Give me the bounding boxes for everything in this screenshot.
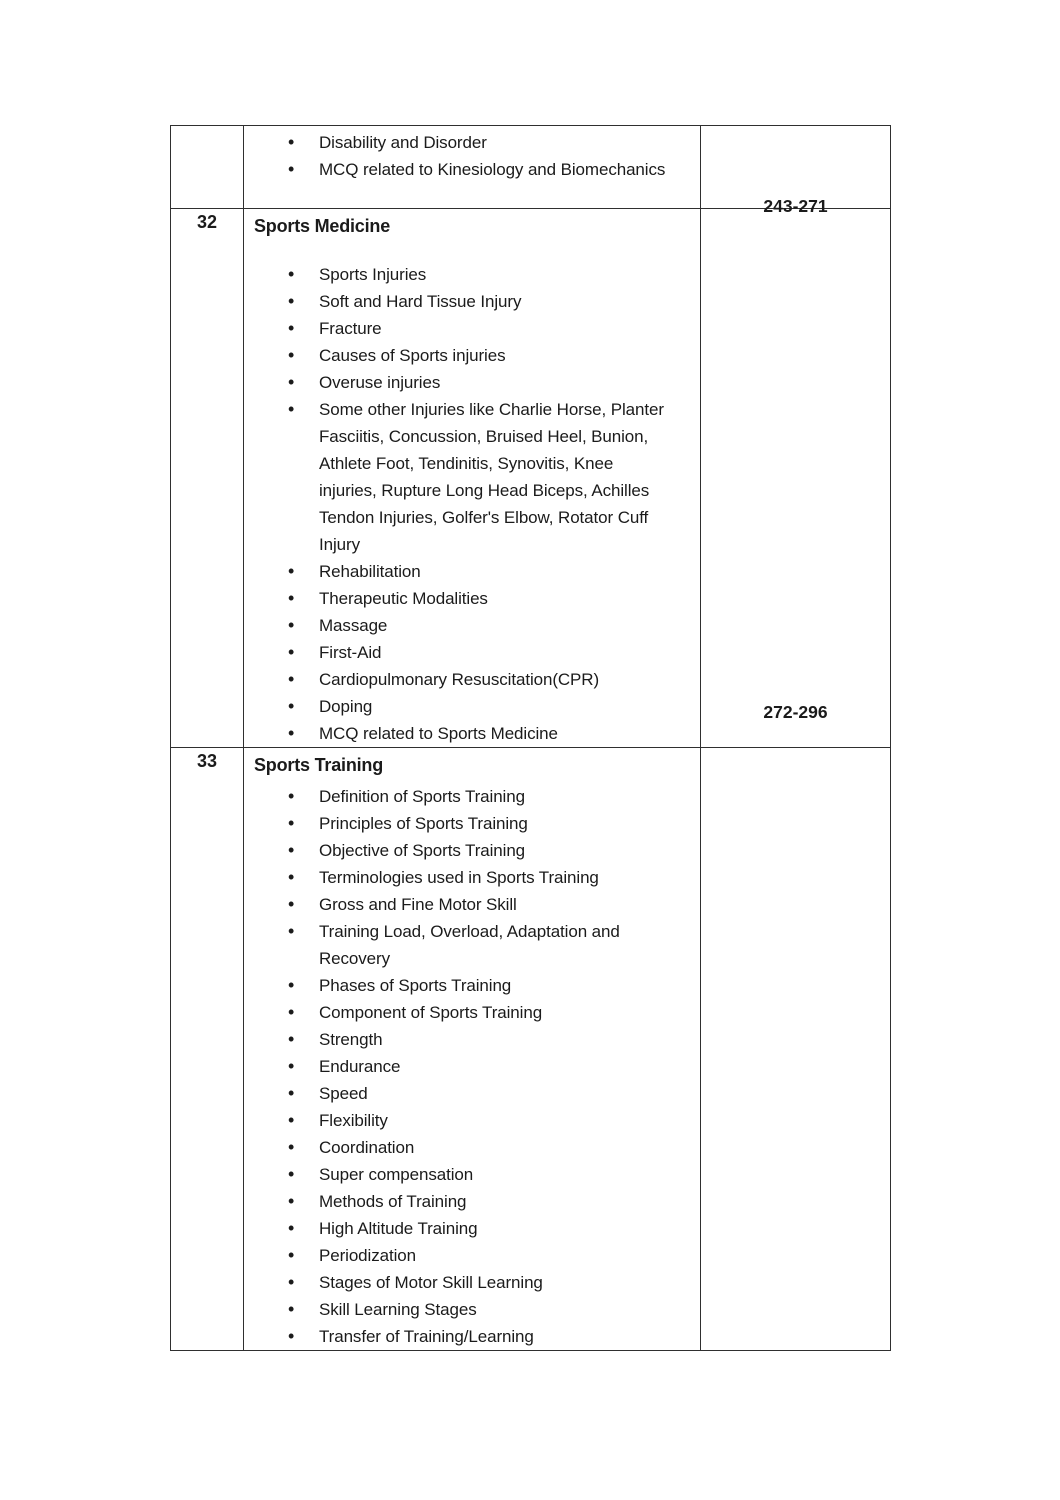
bullet-icon: • — [288, 291, 295, 311]
bullet-item — [244, 558, 700, 585]
bullet-icon: • — [288, 1137, 295, 1157]
bullet-item-label: Definition of Sports Training — [319, 787, 525, 806]
bullet-item — [244, 1134, 700, 1161]
bullet-item-label: MCQ related to Kinesiology and Biomechanics — [319, 160, 666, 179]
bullet-icon: • — [288, 1056, 295, 1076]
bullet-icon: • — [288, 1110, 295, 1130]
bullet-item-label: Super compensation — [319, 1165, 474, 1184]
bullet-item — [244, 837, 700, 864]
syllabus-table — [170, 125, 891, 1351]
bullet-item — [244, 972, 700, 999]
unit-title: Sports Medicine — [254, 216, 391, 236]
unit-number-cell — [171, 126, 244, 209]
bullet-icon: • — [288, 921, 295, 941]
bullet-icon: • — [288, 642, 295, 662]
bullet-item — [244, 864, 700, 891]
bullet-item — [244, 666, 700, 693]
bullet-item-label: Some other Injuries like Charlie Horse, Planter Fasciitis, Concussion, Bruised Heel, Bunion, Athlete Foot, Tendinitis, Synovitis, Knee injuries, Rupture Long Head Biceps, Achilles Tendon Injuries, Golfer's Elbow, Rotator Cuff Injury — [319, 400, 664, 554]
bullet-item — [244, 369, 700, 396]
bullet-item-label: Principles of Sports Training — [319, 814, 528, 833]
bullet-item-label: Endurance — [319, 1057, 401, 1076]
bullet-item-label: Methods of Training — [319, 1192, 467, 1211]
bullet-icon: • — [288, 1083, 295, 1103]
topic-list — [244, 129, 700, 183]
bullet-icon: • — [288, 1029, 295, 1049]
bullet-item-label: Training Load, Overload, Adaptation and Recovery — [319, 922, 620, 968]
bullet-icon: • — [288, 696, 295, 716]
bullet-item-label: Soft and Hard Tissue Injury — [319, 292, 522, 311]
bullet-icon: • — [288, 813, 295, 833]
bullet-item-label: Terminologies used in Sports Training — [319, 868, 599, 887]
bullet-item — [244, 783, 700, 810]
unit-topics-cell — [244, 126, 701, 209]
bullet-item — [244, 1323, 700, 1350]
bullet-item-label: Disability and Disorder — [319, 133, 487, 152]
bullet-icon: • — [288, 615, 295, 635]
topic-list — [244, 783, 700, 1350]
bullet-icon: • — [288, 1002, 295, 1022]
page-range: 272-296 — [763, 702, 828, 722]
unit-number-cell: 33 — [171, 748, 244, 1351]
bullet-icon: • — [288, 894, 295, 914]
bullet-item — [244, 1080, 700, 1107]
bullet-item — [244, 1161, 700, 1188]
bullet-item-label: Strength — [319, 1030, 383, 1049]
bullet-item — [244, 1242, 700, 1269]
bullet-icon: • — [288, 561, 295, 581]
page-range-cell — [701, 702, 891, 1351]
bullet-item — [244, 1215, 700, 1242]
bullet-icon: • — [288, 588, 295, 608]
bullet-item-label: Component of Sports Training — [319, 1003, 543, 1022]
bullet-item — [244, 918, 700, 972]
bullet-icon: • — [288, 1191, 295, 1211]
bullet-item-label: Objective of Sports Training — [319, 841, 526, 860]
table-row-unit-33 — [171, 748, 891, 1351]
bullet-item-label: Coordination — [319, 1138, 415, 1157]
topic-list — [244, 261, 700, 747]
bullet-item — [244, 639, 700, 666]
bullet-item-label: Causes of Sports injuries — [319, 346, 506, 365]
bullet-icon: • — [288, 867, 295, 887]
bullet-icon: • — [288, 975, 295, 995]
bullet-item — [244, 396, 700, 558]
bullet-item-label: Overuse injuries — [319, 373, 441, 392]
bullet-item — [244, 810, 700, 837]
bullet-item — [244, 129, 700, 156]
bullet-item — [244, 288, 700, 315]
bullet-icon: • — [288, 1218, 295, 1238]
bullet-item — [244, 1296, 700, 1323]
bullet-item — [244, 612, 700, 639]
bullet-item — [244, 720, 700, 747]
bullet-icon: • — [288, 669, 295, 689]
bullet-icon: • — [288, 264, 295, 284]
bullet-item — [244, 891, 700, 918]
bullet-item — [244, 1026, 700, 1053]
bullet-item-label: Therapeutic Modalities — [319, 589, 488, 608]
bullet-item — [244, 1269, 700, 1296]
bullet-item — [244, 1188, 700, 1215]
bullet-item-label: Doping — [319, 697, 373, 716]
unit-topics-cell — [244, 748, 701, 1351]
bullet-icon: • — [288, 840, 295, 860]
bullet-item — [244, 261, 700, 288]
bullet-icon: • — [288, 399, 295, 419]
bullet-item — [244, 585, 700, 612]
bullet-item-label: Flexibility — [319, 1111, 388, 1130]
bullet-icon: • — [288, 1299, 295, 1319]
bullet-icon: • — [288, 786, 295, 806]
bullet-item-label: Periodization — [319, 1246, 416, 1265]
bullet-item-label: Stages of Motor Skill Learning — [319, 1273, 543, 1292]
bullet-icon: • — [288, 1164, 295, 1184]
bullet-item — [244, 156, 700, 183]
bullet-icon: • — [288, 132, 295, 152]
bullet-item-label: Rehabilitation — [319, 562, 421, 581]
bullet-item — [244, 315, 700, 342]
bullet-item-label: Sports Injuries — [319, 265, 427, 284]
unit-topics-cell — [244, 209, 701, 748]
table-row-unit-32 — [171, 209, 891, 748]
unit-number-cell: 32 — [171, 209, 244, 748]
bullet-icon: • — [288, 345, 295, 365]
bullet-item-label: Massage — [319, 616, 388, 635]
page-range: 243-271 — [763, 196, 828, 216]
bullet-item-label: Skill Learning Stages — [319, 1300, 477, 1319]
bullet-item-label: First-Aid — [319, 643, 382, 662]
bullet-item-label: Transfer of Training/Learning — [319, 1327, 534, 1346]
bullet-item-label: Gross and Fine Motor Skill — [319, 895, 517, 914]
bullet-item-label: High Altitude Training — [319, 1219, 478, 1238]
bullet-item — [244, 999, 700, 1026]
bullet-item — [244, 693, 700, 720]
bullet-icon: • — [288, 723, 295, 743]
bullet-item-label: Fracture — [319, 319, 382, 338]
bullet-icon: • — [288, 1326, 295, 1346]
bullet-icon: • — [288, 1245, 295, 1265]
bullet-item-label: MCQ related to Sports Medicine — [319, 724, 558, 743]
bullet-item-label: Speed — [319, 1084, 368, 1103]
bullet-item-label: Cardiopulmonary Resuscitation(CPR) — [319, 670, 600, 689]
bullet-item — [244, 1053, 700, 1080]
bullet-item — [244, 1107, 700, 1134]
bullet-item-label: Phases of Sports Training — [319, 976, 512, 995]
page-range-cell — [701, 196, 891, 748]
bullet-item — [244, 342, 700, 369]
bullet-icon: • — [288, 1272, 295, 1292]
bullet-icon: • — [288, 318, 295, 338]
bullet-icon: • — [288, 159, 295, 179]
unit-title: Sports Training — [254, 755, 384, 775]
bullet-icon: • — [288, 372, 295, 392]
